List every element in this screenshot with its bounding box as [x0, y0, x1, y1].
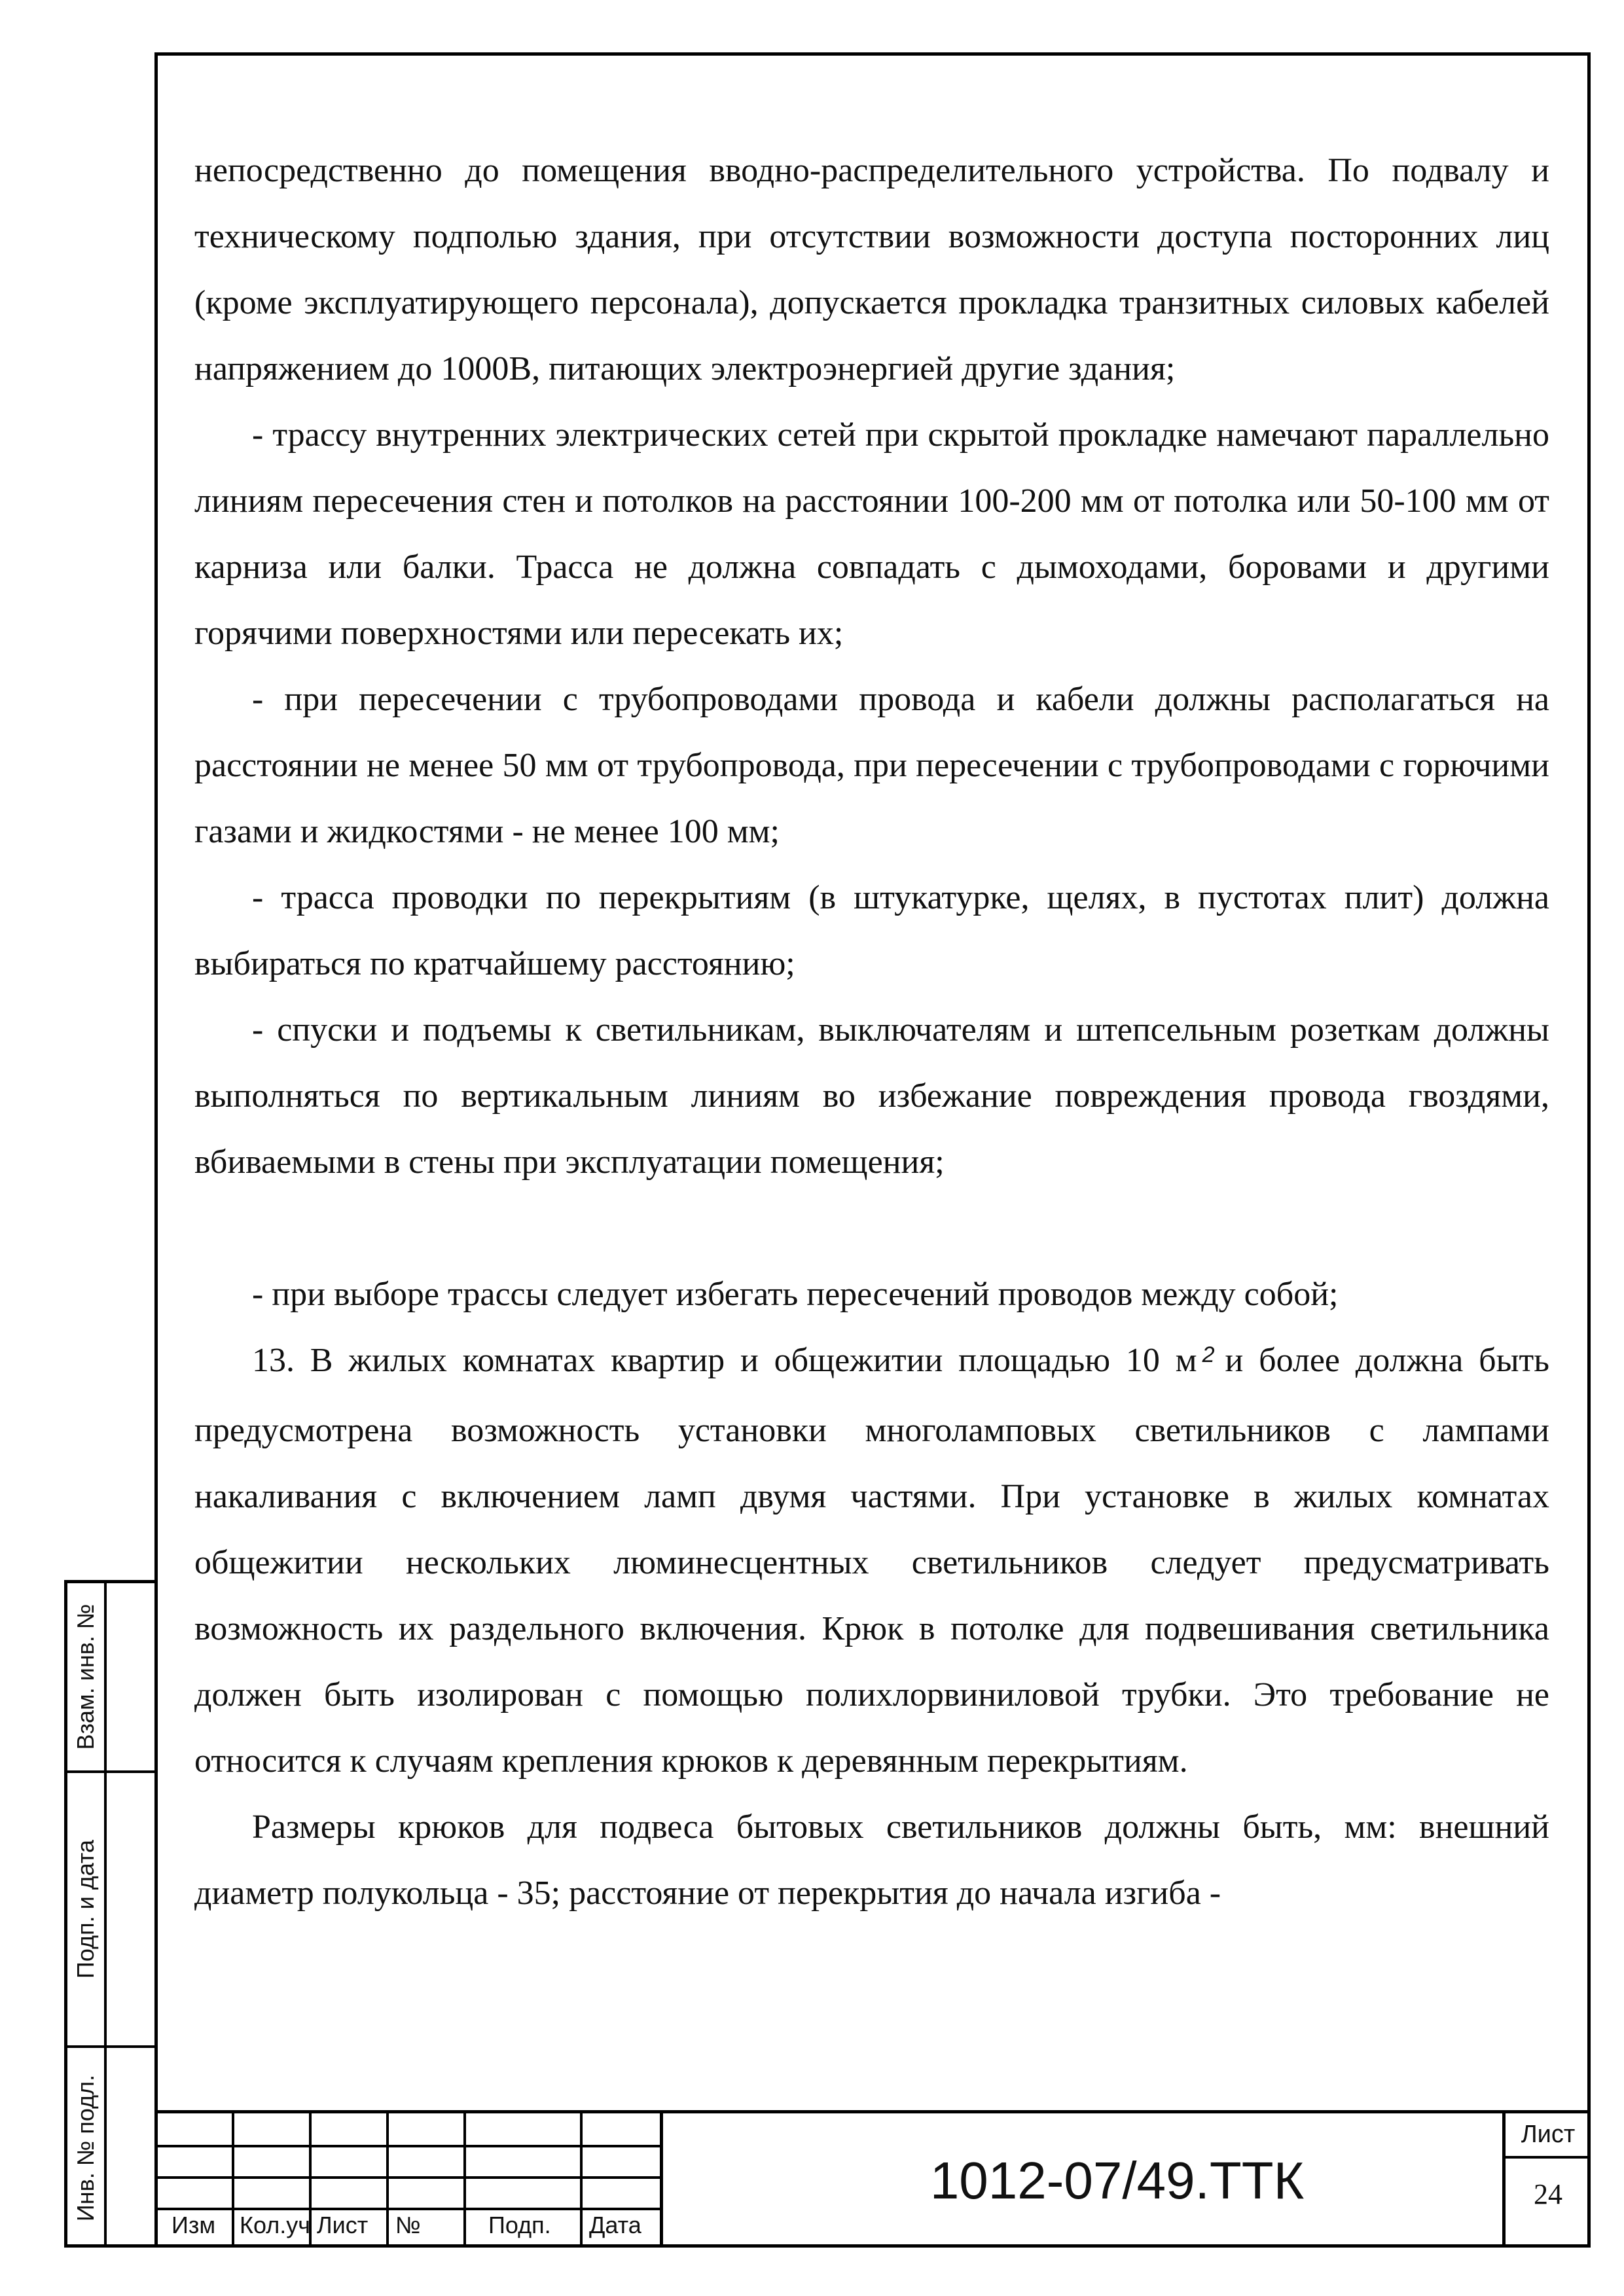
document-code: 1012-07/49.ТТК [660, 2113, 1624, 2248]
side-row-vzam [67, 1583, 154, 1773]
col-podp: Подп. [488, 2212, 551, 2238]
paragraph: Размеры крюков для подвеса бытовых светильников должны быть, мм: внешний диаметр полукольца - 35; расстояние от перекрытия до начала изгиба - [194, 1808, 1549, 1912]
col-kol: Кол.уч [240, 2212, 310, 2238]
col-data: Дата [589, 2212, 641, 2238]
side-label-vzam: Взам. инв. № [72, 1604, 99, 1750]
sheet-number: 24 [1534, 2178, 1562, 2210]
paragraph: непосредственно до помещения вводно-распределительного устройства. По подвалу и техническому подполью здания, при отсутствии возможности доступа посторонних лиц (кроме эксплуатирующего персонала), допускается прокладка транзитных силовых кабелей напряжением до 1000В, питающих электроэнергией другие здания; [194, 152, 1549, 387]
paragraph: - трассу внутренних электрических сетей при скрытой прокладке намечают параллельно линиям пересечения стен и потолков на расстоянии 100-200 мм от потолка или 50-100 мм от карниза или балки. Трасса не должна совпадать с дымоходами, боровами и другими горячими поверхностями или пересекать их; [194, 416, 1549, 652]
side-stamp [64, 1580, 154, 2248]
sheet-label: Лист [1506, 2113, 1591, 2159]
revision-grid [154, 2113, 660, 2248]
paragraph-lead: 13. В жилых комнатах квартир и общежитии площадью 10 м [252, 1342, 1197, 1379]
col-num: № [395, 2212, 421, 2238]
side-row-inv [67, 2048, 154, 2248]
side-label-inv: Инв. № подл. [72, 2074, 99, 2221]
document-body [194, 137, 1549, 1926]
side-row-podp [67, 1773, 154, 2048]
side-label-podp: Подп. и дата [72, 1839, 99, 1979]
paragraph-rest: и более должна быть предусмотрена возможность установки многоламповых светильников с лампами накаливания с включением ламп двумя частями. При установке в жилых комнатах общежитии нескольких люминесцентных светильников следует предусматривать возможность их раздельного включения. Крюк в потолке для подвешивания светильника должен быть изолирован с помощью полихлорвиниловой трубки. Это требование не относится к случаям крепления крюков к деревянным перекрытиям. [194, 1342, 1549, 1780]
sheet-box [1502, 2113, 1591, 2248]
paragraph: - спуски и подъемы к светильникам, выключателям и штепсельным розеткам должны выполняться по вертикальным линиям во избежание повреждения провода гвоздями, вбиваемыми в стены при эксплуатации помещения; [194, 1011, 1549, 1181]
blank-line [194, 1195, 1549, 1261]
superscript-two: 2 [1202, 1342, 1215, 1367]
paragraph: - при выборе трассы следует избегать пересечений проводов между собой; [252, 1276, 1339, 1313]
col-list: Лист [317, 2212, 369, 2238]
paragraph: - при пересечении с трубопроводами провода и кабели должны располагаться на расстоянии не менее 50 мм от трубопровода, при пересечении с трубопроводами с горючими газами и жидкостями - не менее 100 мм; [194, 681, 1549, 850]
title-block [154, 2110, 1591, 2248]
col-izm: Изм [171, 2212, 216, 2238]
paragraph: - трасса проводки по перекрытиям (в штукатурке, щелях, в пустотах плит) должна выбираться по кратчайшему расстоянию; [194, 879, 1549, 982]
paragraph [194, 1327, 1549, 1794]
